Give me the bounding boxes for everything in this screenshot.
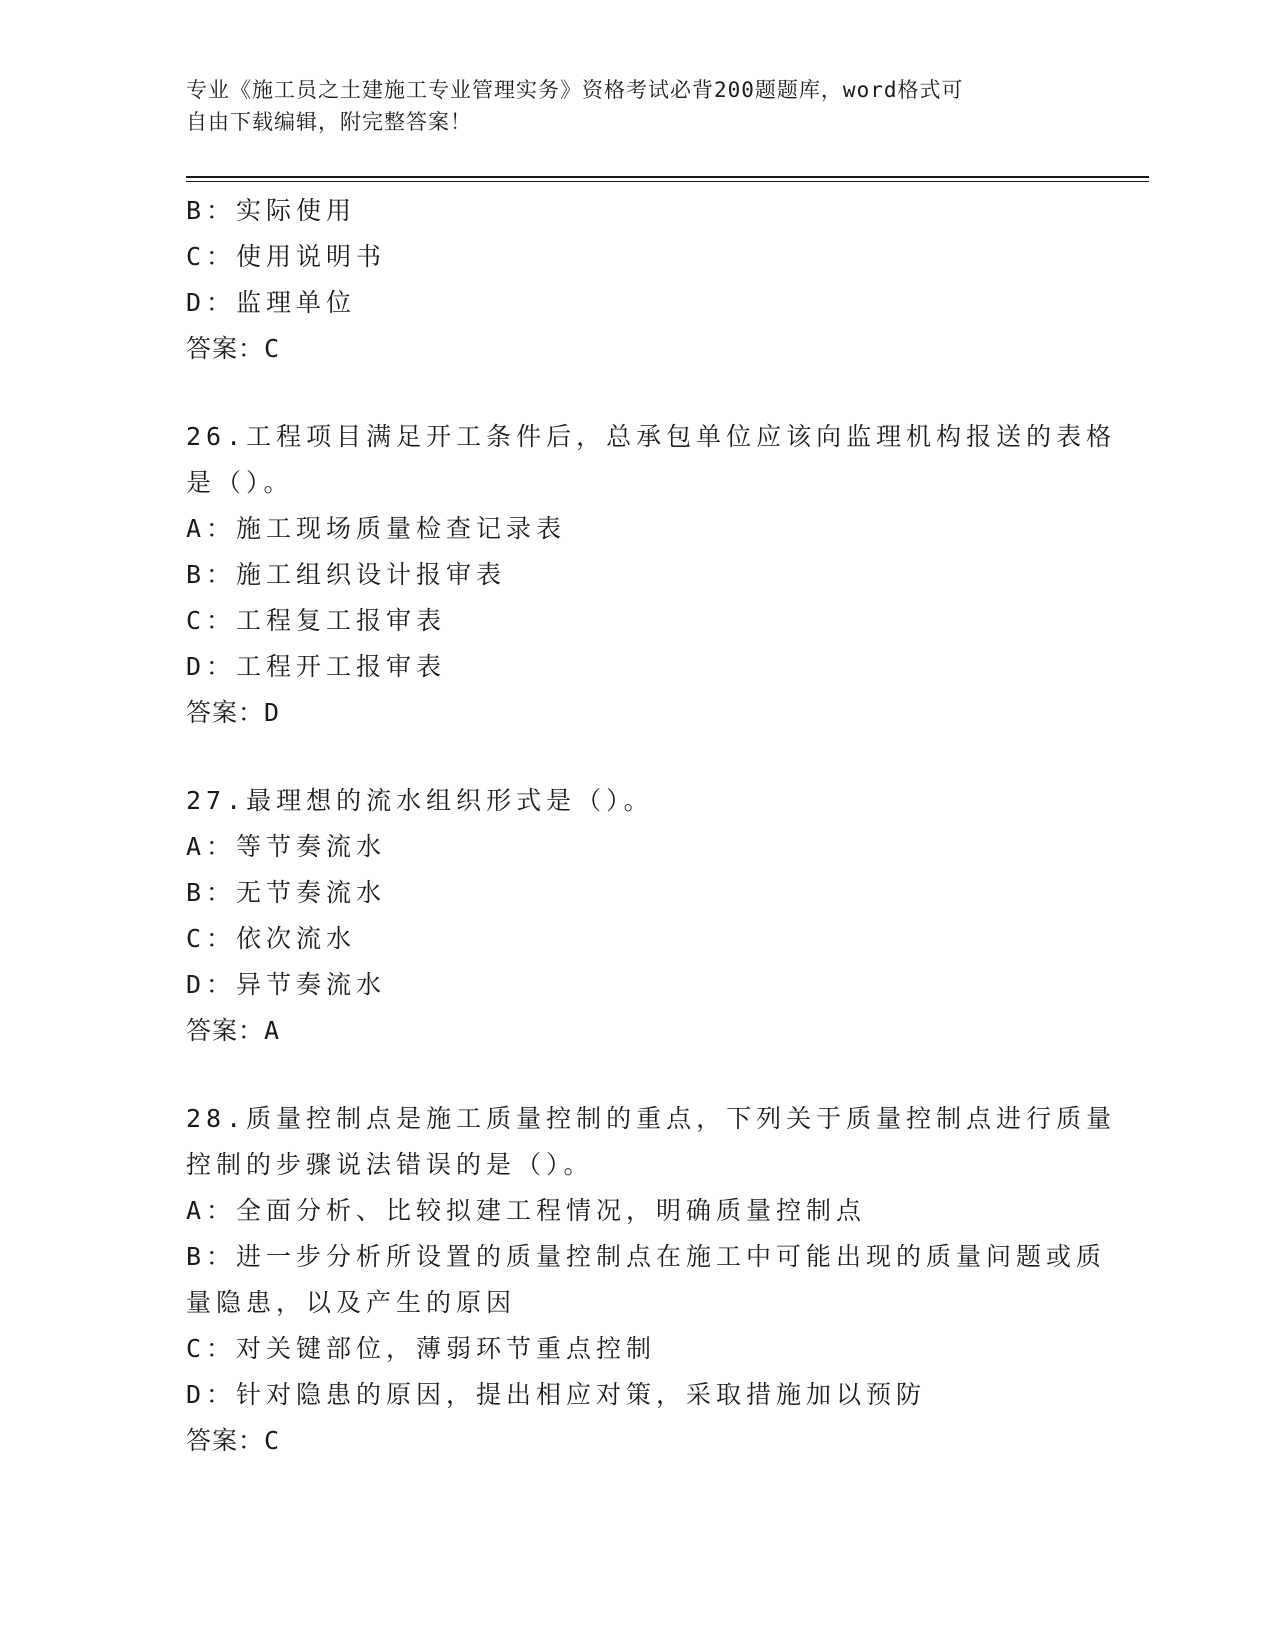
option-c: C：使用说明书 bbox=[186, 242, 387, 271]
question-block-prev bbox=[186, 188, 1086, 372]
answer-line bbox=[186, 326, 1086, 372]
header-divider-thick bbox=[186, 176, 1149, 178]
question-block-28 bbox=[186, 1096, 1117, 1464]
header-divider-thin bbox=[186, 181, 1149, 182]
option-d: D：异节奏流水 bbox=[186, 970, 387, 999]
answer-value: D bbox=[264, 698, 281, 727]
answer-line bbox=[186, 1418, 1086, 1464]
option-b: B：实际使用 bbox=[186, 196, 357, 225]
option-d: D：监理单位 bbox=[186, 288, 357, 317]
answer-label: 答案： bbox=[186, 1016, 265, 1045]
question-text: 27.最理想的流水组织形式是（）。 bbox=[186, 786, 654, 815]
option-c: C：工程复工报审表 bbox=[186, 606, 447, 635]
page-header bbox=[186, 74, 1066, 138]
option-d: D：工程开工报审表 bbox=[186, 652, 447, 681]
answer-line bbox=[186, 690, 1086, 736]
option-a: A：施工现场质量检查记录表 bbox=[186, 514, 567, 543]
question-text: 26.工程项目满足开工条件后，总承包单位应该向监理机构报送的表格 bbox=[186, 422, 1117, 451]
option-b-cont: 量隐患，以及产生的原因 bbox=[186, 1288, 517, 1317]
header-line-1: 专业《施工员之土建施工专业管理实务》资格考试必背200题题库，word格式可 bbox=[186, 78, 964, 102]
answer-value: C bbox=[264, 1426, 281, 1455]
option-c: C：对关键部位，薄弱环节重点控制 bbox=[186, 1334, 657, 1363]
answer-label: 答案： bbox=[186, 334, 265, 363]
question-content bbox=[186, 188, 1117, 1464]
answer-label: 答案： bbox=[186, 1426, 265, 1455]
option-b: B：进一步分析所设置的质量控制点在施工中可能出现的质量问题或质 bbox=[186, 1242, 1107, 1271]
option-b: B：无节奏流水 bbox=[186, 878, 387, 907]
option-a: A：等节奏流水 bbox=[186, 832, 387, 861]
option-c: C：依次流水 bbox=[186, 924, 357, 953]
question-text: 28.质量控制点是施工质量控制的重点，下列关于质量控制点进行质量 bbox=[186, 1104, 1117, 1133]
header-line-2: 自由下载编辑，附完整答案！ bbox=[186, 110, 472, 134]
question-text-cont: 是（）。 bbox=[186, 468, 294, 497]
question-block-27 bbox=[186, 778, 1086, 1054]
option-b: B：施工组织设计报审表 bbox=[186, 560, 507, 589]
question-text-cont: 控制的步骤说法错误的是（）。 bbox=[186, 1150, 594, 1179]
option-a: A：全面分析、比较拟建工程情况，明确质量控制点 bbox=[186, 1196, 867, 1225]
question-block-26 bbox=[186, 414, 1117, 736]
option-d: D：针对隐患的原因，提出相应对策，采取措施加以预防 bbox=[186, 1380, 927, 1409]
answer-value: C bbox=[264, 334, 281, 363]
answer-value: A bbox=[264, 1016, 281, 1045]
answer-line bbox=[186, 1008, 1086, 1054]
answer-label: 答案： bbox=[186, 698, 265, 727]
